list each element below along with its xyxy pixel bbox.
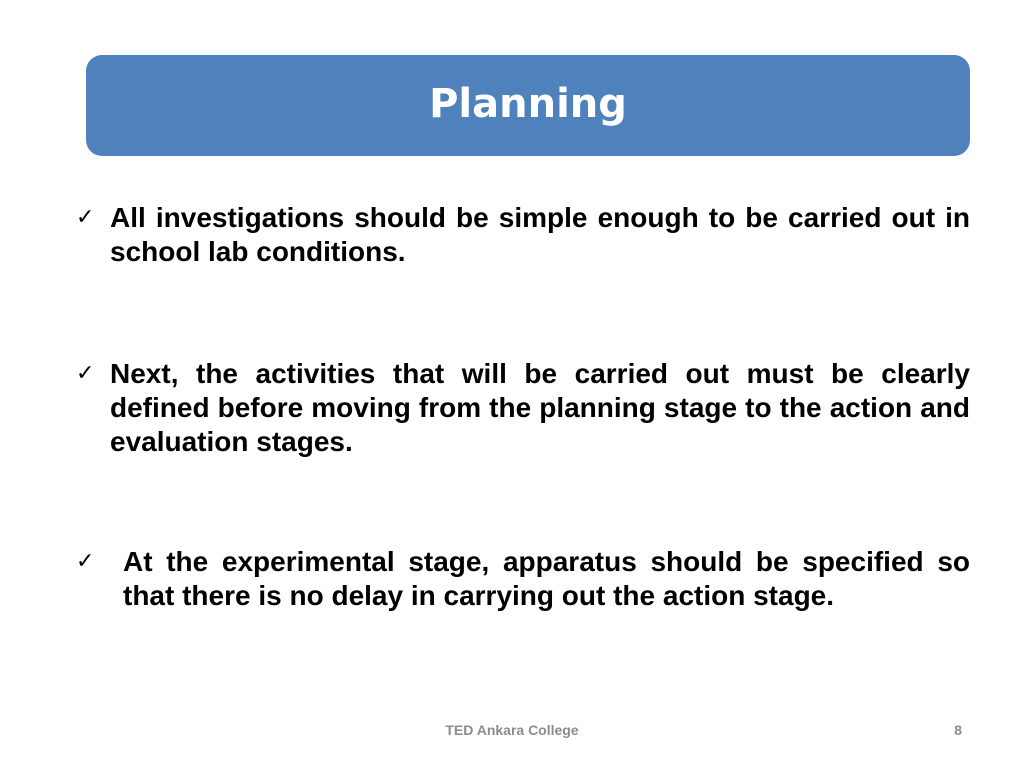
footer-organization: TED Ankara College [445,722,579,738]
bullet-text-3: At the experimental stage, apparatus should be specified so that there is no delay in carrying out the action stage. [123,546,970,611]
footer-page-number: 8 [954,722,962,738]
bullet-item-3 [76,545,970,613]
bullet-item-1 [76,201,970,269]
checkmark-icon: ✓ [76,549,95,574]
slide-title: Planning [429,80,627,127]
bullet-item-2 [76,357,970,459]
bullet-text-2: Next, the activities that will be carried out must be clearly defined before moving from the planning stage to the action and evaluation stages. [110,358,970,457]
checkmark-icon: ✓ [76,205,95,230]
bullet-text-1: All investigations should be simple enough to be carried out in school lab conditions. [110,202,970,267]
checkmark-icon: ✓ [76,361,95,386]
title-banner [86,55,970,156]
